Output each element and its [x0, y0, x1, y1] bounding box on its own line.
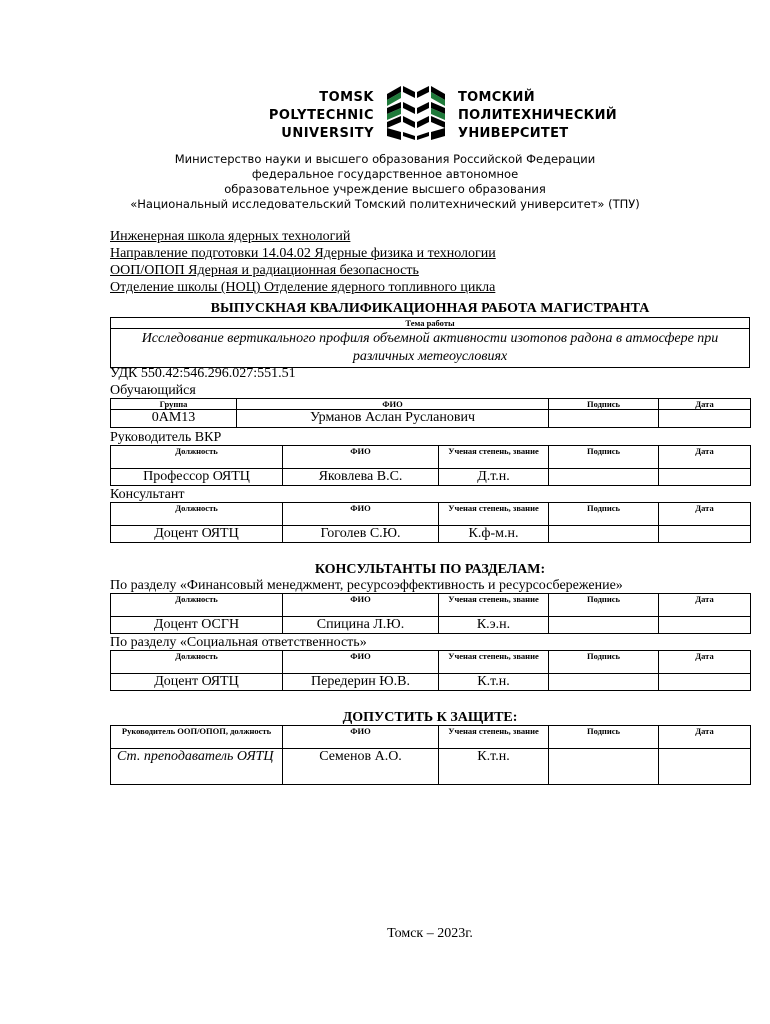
consultant-position: Доцент ОЯТЦ — [111, 526, 283, 543]
col-header: ФИО — [283, 446, 439, 469]
col-header: ФИО — [237, 399, 549, 410]
col-header: Дата — [659, 446, 751, 469]
admit-title: ДОПУСТИТЬ К ЗАЩИТЕ: — [342, 710, 518, 725]
supervisor-table — [110, 445, 751, 486]
date-cell[interactable] — [659, 410, 751, 428]
topic-table — [110, 317, 750, 368]
date-cell[interactable] — [659, 526, 751, 543]
col-header: Руководитель ООП/ОПОП, должность — [111, 726, 283, 749]
direction-line: Направление подготовки 14.04.02 Ядерные физика и технологии — [110, 246, 496, 261]
consultant-degree: К.ф-м.н. — [439, 526, 549, 543]
col-header: Ученая степень, звание — [439, 594, 549, 617]
ministry-line: образовательное учреждение высшего образования — [224, 182, 546, 196]
topic-header: Тема работы — [111, 318, 750, 329]
col-header: Должность — [111, 503, 283, 526]
ministry-line: федеральное государственное автономное — [251, 167, 519, 181]
student-table — [110, 398, 751, 428]
ministry-block — [100, 152, 670, 212]
tpu-logo-icon — [387, 86, 445, 140]
col-header: Подпись — [549, 446, 659, 469]
col-header: Должность — [111, 651, 283, 674]
col-header: ФИО — [283, 594, 439, 617]
signature-cell[interactable] — [549, 749, 659, 785]
finance-position: Доцент ОСГН — [111, 617, 283, 634]
logo-en-line-2: POLYTECHNIC — [268, 108, 374, 123]
department-line: Отделение школы (НОЦ) Отделение ядерного топливного цикла — [110, 280, 496, 295]
sections-title: КОНСУЛЬТАНТЫ ПО РАЗДЕЛАМ: — [314, 562, 546, 577]
admit-table — [110, 725, 751, 785]
social-label: По разделу «Социальная ответственность» — [110, 635, 367, 650]
logo-text-ru — [458, 89, 658, 143]
student-name: Урманов Аслан Русланович — [237, 410, 549, 428]
logo-ru-line-2: ПОЛИТЕХНИЧЕСКИЙ — [458, 108, 617, 123]
topic-text: Исследование вертикального профиля объемной активности изотопов радона в атмосфере при различных метеоусловиях — [111, 329, 750, 368]
supervisor-name: Яковлева В.С. — [283, 469, 439, 486]
signature-cell[interactable] — [549, 674, 659, 691]
signature-cell[interactable] — [549, 526, 659, 543]
col-header: Подпись — [549, 651, 659, 674]
col-header: ФИО — [283, 726, 439, 749]
logo-ru-line-3: УНИВЕРСИТЕТ — [458, 126, 569, 141]
social-position: Доцент ОЯТЦ — [111, 674, 283, 691]
col-header: Подпись — [549, 726, 659, 749]
col-header: ФИО — [283, 503, 439, 526]
student-label: Обучающийся — [110, 383, 196, 398]
school-line: Инженерная школа ядерных технологий — [110, 229, 351, 244]
col-header: Ученая степень, звание — [439, 726, 549, 749]
col-header: Подпись — [549, 399, 659, 410]
col-header: Ученая степень, звание — [439, 503, 549, 526]
logo-ru-line-1: ТОМСКИЙ — [458, 90, 535, 105]
udk-line: УДК 550.42:546.296.027:551.51 — [110, 366, 296, 381]
col-header: Дата — [659, 651, 751, 674]
col-header: Подпись — [549, 594, 659, 617]
col-header: Дата — [659, 594, 751, 617]
logo-text-en — [240, 89, 374, 143]
supervisor-degree: Д.т.н. — [439, 469, 549, 486]
col-header: Должность — [111, 446, 283, 469]
date-cell[interactable] — [659, 674, 751, 691]
social-name: Передерин Ю.В. — [283, 674, 439, 691]
date-cell[interactable] — [659, 749, 751, 785]
consultant-label: Консультант — [110, 487, 185, 502]
col-header: Дата — [659, 399, 751, 410]
consultant-name: Гоголев С.Ю. — [283, 526, 439, 543]
col-header: Ученая степень, звание — [439, 651, 549, 674]
col-header: Дата — [659, 503, 751, 526]
date-cell[interactable] — [659, 469, 751, 486]
admit-position: Ст. преподаватель ОЯТЦ — [111, 749, 283, 785]
col-header: Дата — [659, 726, 751, 749]
student-group: 0АМ13 — [111, 410, 237, 428]
thesis-title: ВЫПУСКНАЯ КВАЛИФИКАЦИОННАЯ РАБОТА МАГИСТРАНТА — [210, 301, 650, 316]
footer-city-year: Томск – 2023г. — [387, 926, 473, 941]
finance-table — [110, 593, 751, 634]
social-table — [110, 650, 751, 691]
signature-cell[interactable] — [549, 617, 659, 634]
col-header: ФИО — [283, 651, 439, 674]
supervisor-label: Руководитель ВКР — [110, 430, 222, 445]
col-header: Группа — [111, 399, 237, 410]
ministry-line: «Национальный исследовательский Томский политехнический университет» (ТПУ) — [130, 197, 640, 211]
col-header: Ученая степень, звание — [439, 446, 549, 469]
finance-degree: К.э.н. — [439, 617, 549, 634]
program-line: ООП/ОПОП Ядерная и радиационная безопасность — [110, 263, 419, 278]
consultant-table — [110, 502, 751, 543]
date-cell[interactable] — [659, 617, 751, 634]
signature-cell[interactable] — [549, 410, 659, 428]
admit-name: Семенов А.О. — [283, 749, 439, 785]
finance-label: По разделу «Финансовый менеджмент, ресурсоэффективность и ресурсосбережение» — [110, 578, 623, 593]
col-header: Должность — [111, 594, 283, 617]
logo-en-line-1: TOMSK — [319, 90, 374, 105]
admit-degree: К.т.н. — [439, 749, 549, 785]
signature-cell[interactable] — [549, 469, 659, 486]
ministry-line: Министерство науки и высшего образования Российской Федерации — [174, 152, 596, 166]
col-header: Подпись — [549, 503, 659, 526]
social-degree: К.т.н. — [439, 674, 549, 691]
finance-name: Спицина Л.Ю. — [283, 617, 439, 634]
supervisor-position: Профессор ОЯТЦ — [111, 469, 283, 486]
logo-en-line-3: UNIVERSITY — [281, 126, 374, 141]
